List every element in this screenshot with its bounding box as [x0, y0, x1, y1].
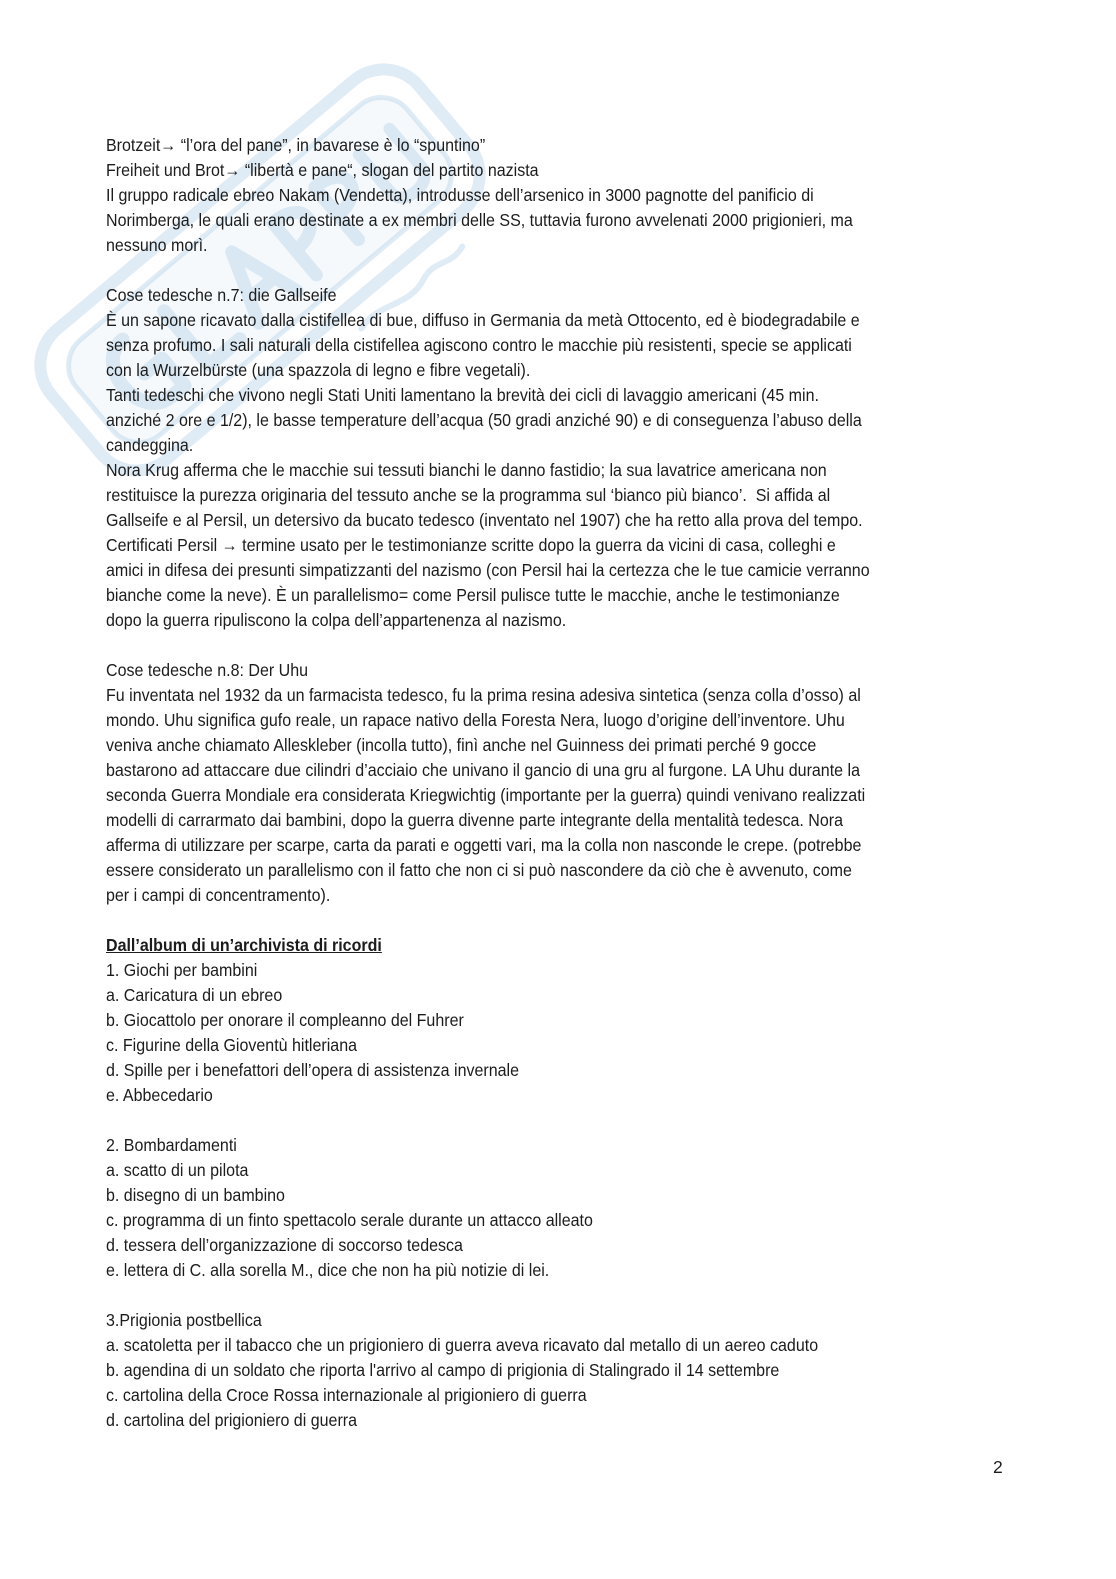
gallseife-heading: Cose tedesche n.7: die Gallseife — [106, 285, 337, 305]
gallseife-text-line: senza profumo. I sali naturali della cistifellea agiscono contro le macchie più resistenti, specie se applicati — [106, 335, 852, 355]
freiheit-definition: “libertà e pane“, slogan del partito nazista — [240, 160, 539, 180]
gallseife-text-line: Tanti tedeschi che vivono negli Stati Uniti lamentano la brevità dei cicli di lavaggio americani (45 min. — [106, 385, 819, 405]
uhu-text-line: afferma di utilizzare per scarpe, carta da parati e oggetti vari, ma la colla non nasconde le crepe. (potrebbe — [106, 835, 862, 855]
gallseife-text-line: candeggina. — [106, 435, 194, 455]
list-item: d. Spille per i benefattori dell’opera di assistenza invernale — [106, 1060, 520, 1080]
gallseife-text-line: È un sapone ricavato dalla cistifellea di bue, diffuso in Germania da metà Ottocento, ed è biodegradabile e — [106, 310, 860, 330]
freiheit-term: Freiheit und Brot — [106, 160, 225, 180]
list-item: e. lettera di C. alla sorella M., dice che non ha più notizie di lei. — [106, 1260, 550, 1280]
uhu-text-line: bastarono ad attaccare due cilindri d’acciaio che univano il gancio di una gru al furgone. LA Uhu durante la — [106, 760, 860, 780]
blank-line — [106, 1108, 1003, 1133]
gallseife-text-line: Gallseife e al Persil, un detersivo da bucato tedesco (inventato nel 1907) che ha retto alla prova del tempo. — [106, 510, 863, 530]
uhu-text-line: per i campi di concentramento). — [106, 885, 331, 905]
list-item: b. Giocattolo per onorare il compleanno del Fuhrer — [106, 1010, 464, 1030]
list-item: b. agendina di un soldato che riporta l'arrivo al campo di prigionia di Stalingrado il 14 settembre — [106, 1360, 780, 1380]
list-item: e. Abbecedario — [106, 1085, 213, 1105]
nakam-text-line: Norimberga, le quali erano destinate a ex membri delle SS, tuttavia furono avvelenati 2000 prigionieri, ma — [106, 210, 853, 230]
uhu-text-line: Fu inventata nel 1932 da un farmacista tedesco, fu la prima resina adesiva sintetica (senza colla d’osso) al — [106, 685, 861, 705]
uhu-text-line: mondo. Uhu significa gufo reale, un rapace nativo della Foresta Nera, luogo d’origine dell’inventore. Uhu — [106, 710, 845, 730]
nakam-text-line: Il gruppo radicale ebreo Nakam (Vendetta), introdusse dell’arsenico in 3000 pagnotte del panificio di — [106, 185, 814, 205]
list-item: c. cartolina della Croce Rossa internazionale al prigioniero di guerra — [106, 1385, 587, 1405]
right-arrow-icon: → — [224, 160, 241, 180]
list-group-title: 1. Giochi per bambini — [106, 960, 258, 980]
list-item: c. programma di un finto spettacolo serale durante un attacco alleato — [106, 1210, 593, 1230]
freiheit-line — [106, 158, 1003, 183]
list-item: a. scatoletta per il tabacco che un prigioniero di guerra aveva ricavato dal metallo di un aereo caduto — [106, 1335, 819, 1355]
document-body — [106, 133, 1003, 1433]
gallseife-text-line: Certificati Persil → termine usato per le testimonianze scritte dopo la guerra da vicini di casa, colleghi e — [106, 535, 836, 555]
uhu-text-line: seconda Guerra Mondiale era considerata Kriegwichtig (importante per la guerra) quindi venivano realizzati — [106, 785, 866, 805]
brotzeit-definition: “l’ora del pane”, in bavarese è lo “spuntino” — [176, 135, 486, 155]
gallseife-text-line: Nora Krug afferma che le macchie sui tessuti bianchi le danno fastidio; la sua lavatrice americana non — [106, 460, 827, 480]
gallseife-text-line: bianche come la neve). È un parallelismo= come Persil pulisce tutte le macchie, anche le testimonianze — [106, 585, 840, 605]
brotzeit-line — [106, 133, 1003, 158]
list-item: d. cartolina del prigioniero di guerra — [106, 1410, 358, 1430]
gallseife-text-line: dopo la guerra ripuliscono la colpa dell’appartenenza al nazismo. — [106, 610, 567, 630]
list-item: d. tessera dell’organizzazione di soccorso tedesca — [106, 1235, 463, 1255]
list-group-title: 2. Bombardamenti — [106, 1135, 237, 1155]
uhu-text-line: essere considerato un parallelismo con il fatto che non ci si può nascondere da ciò che è avvenuto, come — [106, 860, 852, 880]
blank-line — [106, 633, 1003, 658]
brotzeit-term: Brotzeit — [106, 135, 161, 155]
uhu-text-line: veniva anche chiamato Alleskleber (incolla tutto), finì anche nel Guinness dei primati perché 9 gocce — [106, 735, 817, 755]
list-item: a. Caricatura di un ebreo — [106, 985, 283, 1005]
gallseife-text-line: restituisce la purezza originaria del tessuto anche se la programma sul ‘bianco più bianco’. Si affida al — [106, 485, 831, 505]
right-arrow-icon: → — [160, 135, 177, 155]
list-group-title: 3.Prigionia postbellica — [106, 1310, 262, 1330]
album-heading: Dall’album di un’archivista di ricordi — [106, 935, 382, 955]
nakam-text-line: nessuno morì. — [106, 235, 208, 255]
list-item: c. Figurine della Gioventù hitleriana — [106, 1035, 358, 1055]
uhu-heading: Cose tedesche n.8: Der Uhu — [106, 660, 309, 680]
gallseife-text-line: con la Wurzelbürste (una spazzola di legno e fibre vegetali). — [106, 360, 531, 380]
blank-line — [106, 908, 1003, 933]
list-item: a. scatto di un pilota — [106, 1160, 249, 1180]
uhu-text-line: modelli di carrarmato dai bambini, dopo la guerra divenne parte integrante della mentalità tedesca. Nora — [106, 810, 844, 830]
gallseife-text-line: anziché 2 ore e 1/2), le basse temperature dell’acqua (50 gradi anziché 90) e di conseguenza l’abuso della — [106, 410, 862, 430]
gallseife-text-line: amici in difesa dei presunti simpatizzanti del nazismo (con Persil hai la certezza che le tue camicie verranno — [106, 560, 870, 580]
page-number: 2 — [993, 1457, 1003, 1477]
blank-line — [106, 258, 1003, 283]
blank-line — [106, 1283, 1003, 1308]
list-item: b. disegno di un bambino — [106, 1185, 285, 1205]
